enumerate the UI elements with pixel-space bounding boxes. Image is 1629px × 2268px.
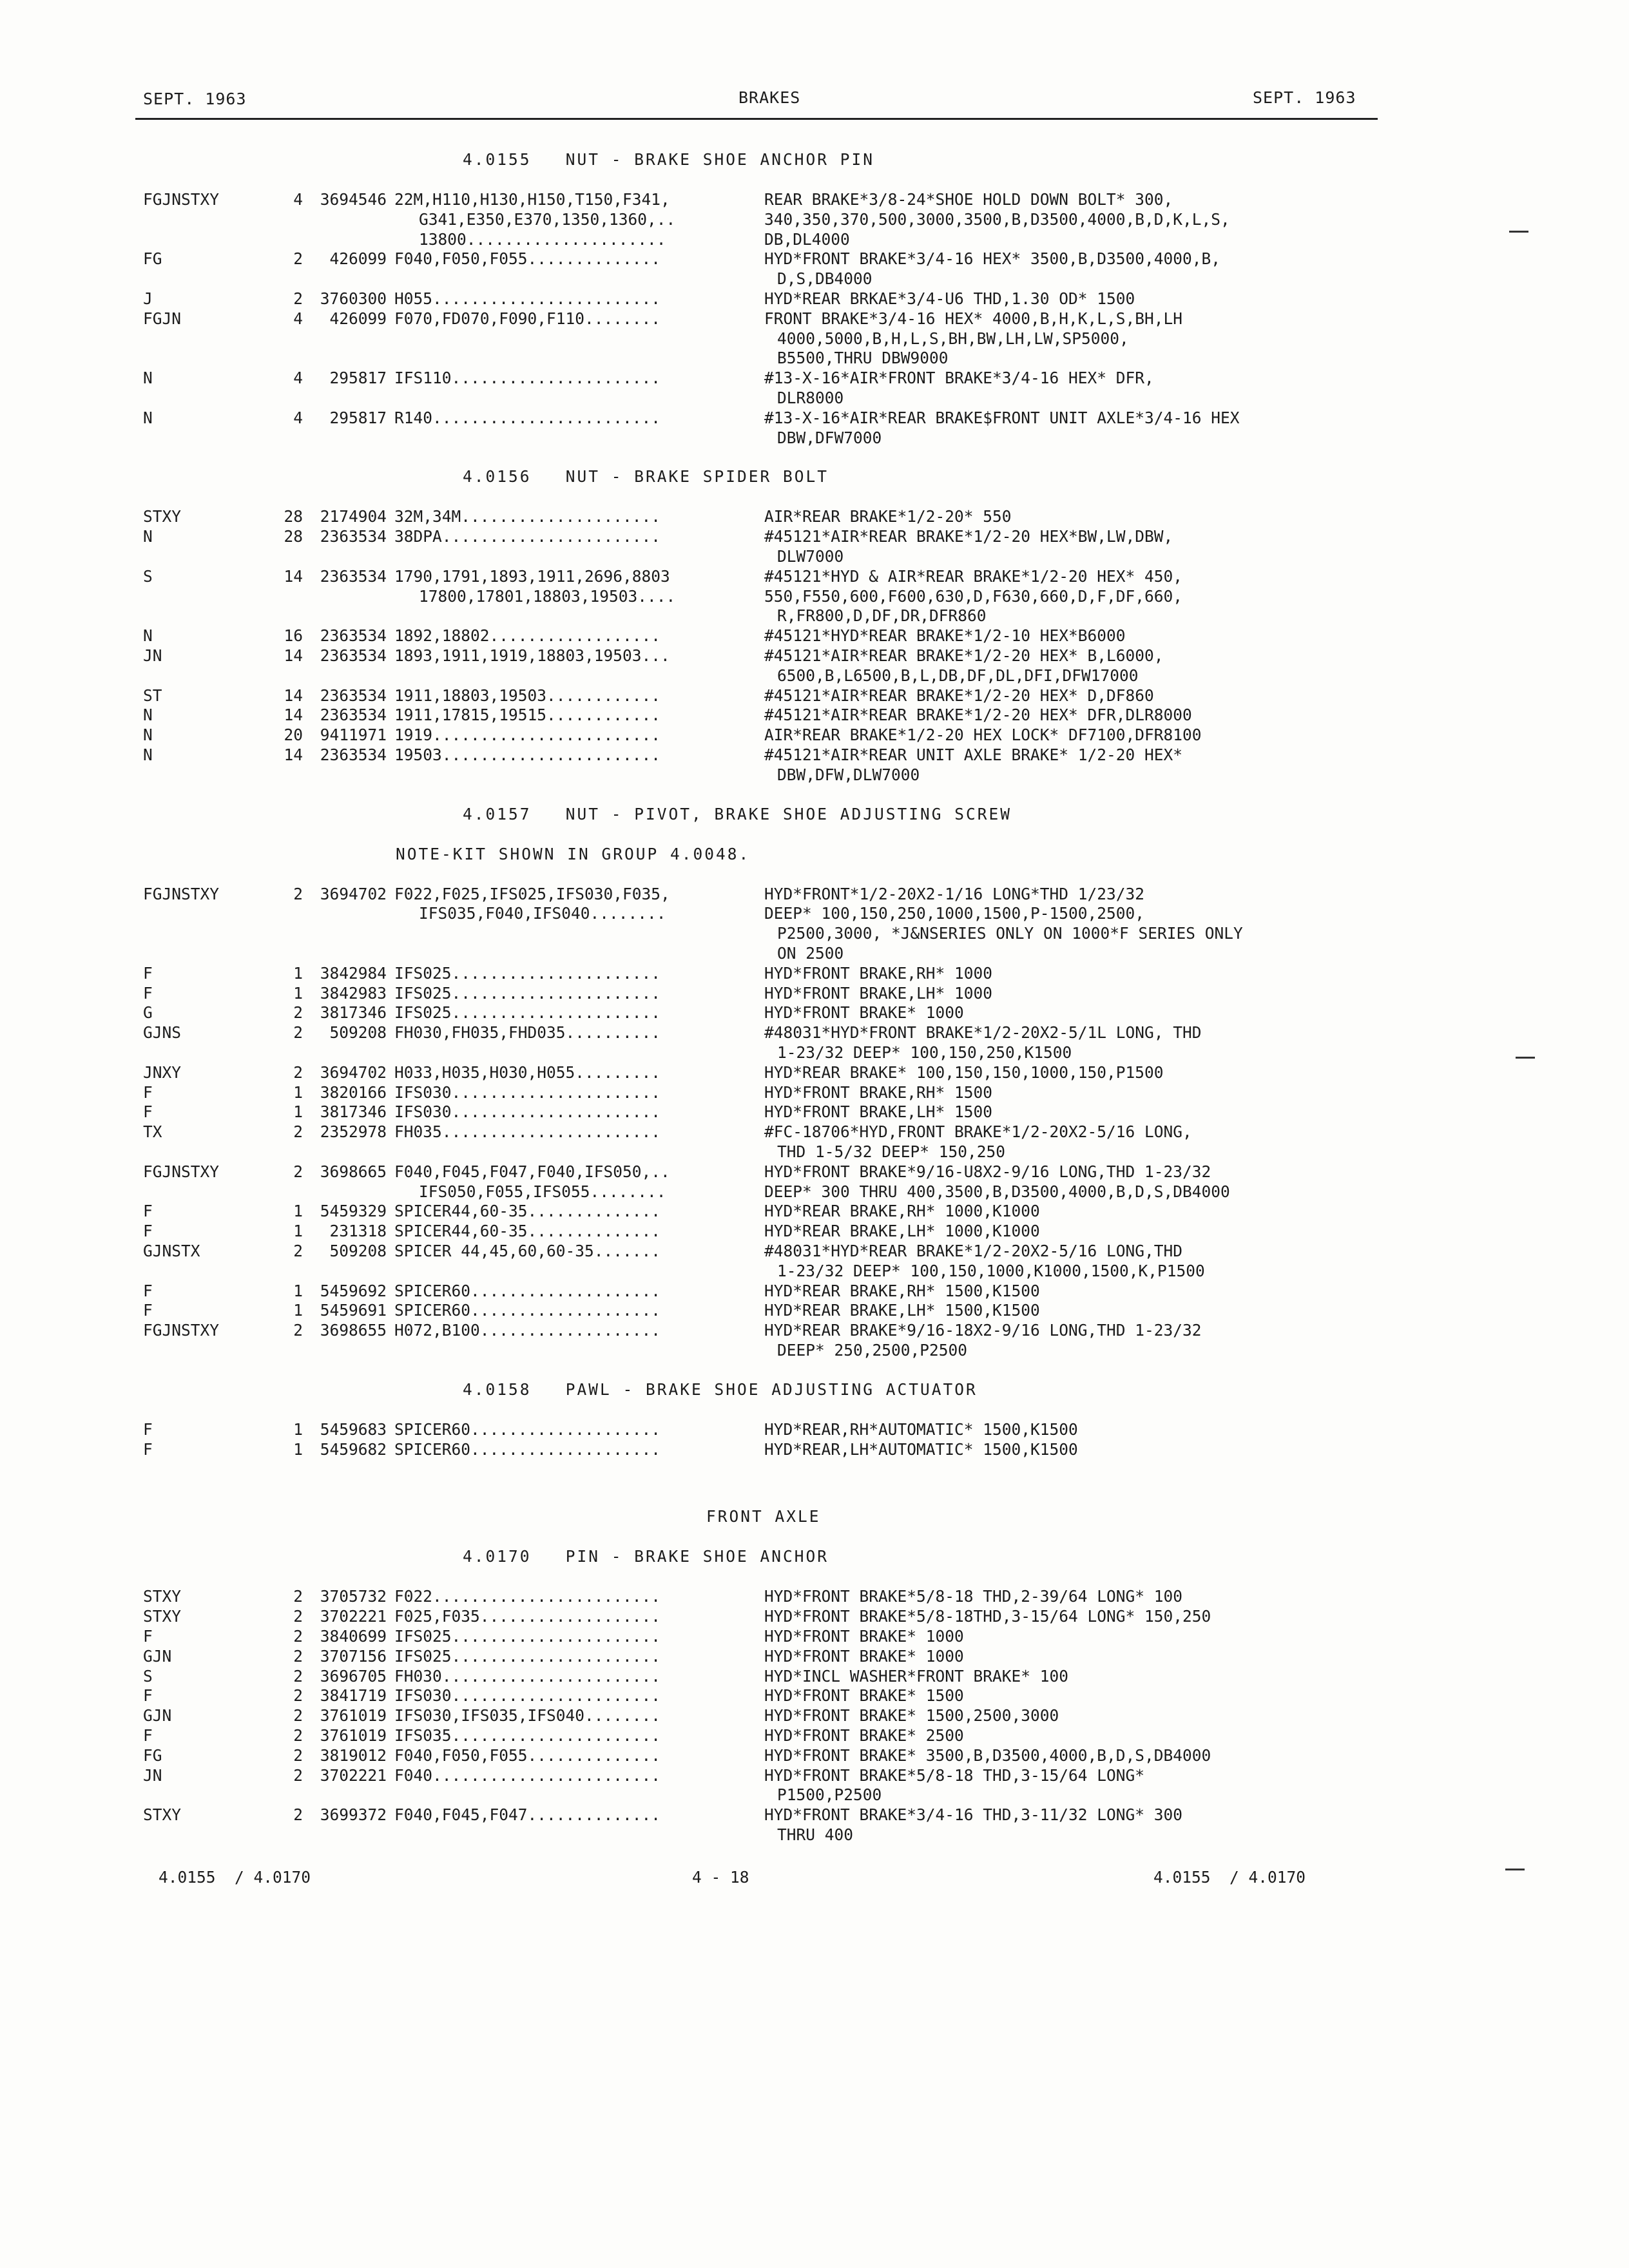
row-description: #48031*HYD*REAR BRAKE*1/2-20X2-5/16 LONG,THD	[764, 1242, 1183, 1260]
row-code: GJN	[143, 1706, 172, 1725]
row-quantity: 1	[293, 1301, 303, 1320]
row-models: IFS030......................	[394, 1102, 661, 1121]
row-quantity: 2	[293, 1627, 303, 1646]
row-models: IFS030,IFS035,IFS040........	[394, 1706, 661, 1725]
row-description: HYD*REAR BRAKE*9/16-18X2-9/16 LONG,THD 1-23/32	[764, 1321, 1202, 1340]
row-description: HYD*REAR BRAKE* 100,150,150,1000,150,P1500	[764, 1063, 1164, 1082]
row-quantity: 4	[293, 190, 303, 209]
row-models: IFS035,F040,IFS040........	[419, 904, 666, 923]
row-quantity: 1	[293, 1222, 303, 1240]
row-code: N	[143, 369, 153, 387]
section-note: NOTE-KIT SHOWN IN GROUP 4.0048.	[396, 844, 751, 863]
row-quantity: 1	[293, 1440, 303, 1459]
row-part-number: 3761019	[320, 1726, 387, 1745]
row-description: 1-23/32 DEEP* 100,150,250,K1500	[777, 1043, 1072, 1062]
row-quantity: 2	[293, 249, 303, 268]
row-models: SPICER60....................	[394, 1440, 661, 1459]
row-description: HYD*FRONT BRAKE* 1000	[764, 1003, 964, 1022]
header-right: SEPT. 1963	[1253, 88, 1356, 107]
row-models: 1919........................	[394, 726, 661, 744]
row-part-number: 295817	[329, 408, 387, 427]
row-description: THD 1-5/32 DEEP* 150,250	[777, 1142, 1006, 1161]
row-code: N	[143, 626, 153, 645]
row-part-number: 426099	[329, 309, 387, 328]
row-code: F	[143, 1102, 153, 1121]
row-part-number: 3698665	[320, 1162, 387, 1181]
section-title: 4.0155 NUT - BRAKE SHOE ANCHOR PIN	[463, 150, 875, 169]
row-quantity: 14	[284, 706, 303, 724]
row-models: IFS025......................	[394, 1627, 661, 1646]
row-code: N	[143, 706, 153, 724]
row-part-number: 3694546	[320, 190, 387, 209]
row-code: STXY	[143, 1805, 182, 1824]
row-part-number: 2363534	[320, 646, 387, 665]
row-quantity: 2	[293, 289, 303, 308]
row-description: #45121*AIR*REAR BRAKE*1/2-20 HEX* DFR,DLR8000	[764, 706, 1192, 724]
row-code: F	[143, 1222, 153, 1240]
row-part-number: 3840699	[320, 1627, 387, 1646]
row-models: 1892,18802..................	[394, 626, 661, 645]
row-quantity: 4	[293, 369, 303, 387]
row-quantity: 1	[293, 1083, 303, 1102]
row-code: F	[143, 1686, 153, 1705]
row-part-number: 5459683	[320, 1420, 387, 1439]
row-quantity: 14	[284, 745, 303, 764]
row-code: F	[143, 1301, 153, 1320]
section-title: 4.0156 NUT - BRAKE SPIDER BOLT	[463, 467, 829, 486]
row-code: FGJNSTXY	[143, 1321, 220, 1340]
row-description: R,FR800,D,DF,DR,DFR860	[777, 606, 987, 625]
row-models: F040,F045,F047,F040,IFS050,..	[394, 1162, 670, 1181]
row-models: 1790,1791,1893,1911,2696,8803	[394, 567, 670, 586]
row-description: #45121*HYD*REAR BRAKE*1/2-10 HEX*B6000	[764, 626, 1126, 645]
row-quantity: 28	[284, 527, 303, 546]
row-description: HYD*FRONT BRAKE,LH* 1500	[764, 1102, 993, 1121]
row-part-number: 3842983	[320, 984, 387, 1003]
row-quantity: 2	[293, 1321, 303, 1340]
row-part-number: 2363534	[320, 745, 387, 764]
row-models: SPICER44,60-35..............	[394, 1222, 661, 1240]
row-description: P2500,3000, *J&NSERIES ONLY ON 1000*F SERIES ONLY	[777, 924, 1243, 943]
row-models: H055........................	[394, 289, 661, 308]
group-heading: FRONT AXLE	[706, 1507, 821, 1526]
row-quantity: 2	[293, 1726, 303, 1745]
row-description: 340,350,370,500,3000,3500,B,D3500,4000,B,D,K,L,S,	[764, 210, 1230, 229]
row-models: 19503.......................	[394, 745, 661, 764]
row-description: #45121*HYD & AIR*REAR BRAKE*1/2-20 HEX* 450,	[764, 567, 1183, 586]
row-models: FH030.......................	[394, 1667, 661, 1686]
row-models: F040........................	[394, 1766, 661, 1785]
row-quantity: 1	[293, 964, 303, 983]
row-description: DLW7000	[777, 547, 844, 566]
header-rule	[135, 118, 1378, 120]
row-models: IFS025......................	[394, 984, 661, 1003]
row-quantity: 16	[284, 626, 303, 645]
row-models: IFS030......................	[394, 1686, 661, 1705]
row-models: FH030,FH035,FHD035..........	[394, 1023, 661, 1042]
row-code: G	[143, 1003, 153, 1022]
row-description: HYD*REAR BRAKE,LH* 1500,K1500	[764, 1301, 1040, 1320]
row-models: IFS110......................	[394, 369, 661, 387]
row-code: FGJNSTXY	[143, 190, 220, 209]
row-part-number: 3820166	[320, 1083, 387, 1102]
row-code: STXY	[143, 1587, 182, 1606]
row-part-number: 5459691	[320, 1301, 387, 1320]
row-description: #48031*HYD*FRONT BRAKE*1/2-20X2-5/1L LONG, THD	[764, 1023, 1202, 1042]
row-code: FG	[143, 249, 162, 268]
footer-center: 4 - 18	[692, 1868, 749, 1887]
row-models: IFS025......................	[394, 1003, 661, 1022]
section-title: 4.0157 NUT - PIVOT, BRAKE SHOE ADJUSTING SCREW	[463, 804, 1012, 823]
row-quantity: 2	[293, 1242, 303, 1260]
row-models: G341,E350,E370,1350,1360,..	[419, 210, 676, 229]
row-code: F	[143, 1083, 153, 1102]
row-part-number: 3694702	[320, 885, 387, 903]
row-code: N	[143, 527, 153, 546]
row-code: JN	[143, 646, 162, 665]
row-part-number: 231318	[329, 1222, 387, 1240]
row-code: F	[143, 984, 153, 1003]
row-description: DEEP* 250,2500,P2500	[777, 1341, 968, 1360]
footer-right: 4.0155 / 4.0170	[1153, 1868, 1306, 1887]
section-title: 4.0158 PAWL - BRAKE SHOE ADJUSTING ACTUATOR	[463, 1379, 978, 1399]
margin-mark	[1516, 1057, 1535, 1059]
row-description: 6500,B,L6500,B,L,DB,DF,DL,DFI,DFW17000	[777, 666, 1139, 685]
margin-mark	[1509, 231, 1528, 233]
row-part-number: 3817346	[320, 1102, 387, 1121]
row-description: HYD*FRONT BRAKE*5/8-18 THD,2-39/64 LONG* 100	[764, 1587, 1183, 1606]
row-quantity: 4	[293, 309, 303, 328]
row-part-number: 3841719	[320, 1686, 387, 1705]
row-models: IFS025......................	[394, 964, 661, 983]
row-description: HYD*FRONT BRAKE*3/4-16 THD,3-11/32 LONG* 300	[764, 1805, 1183, 1824]
row-models: SPICER60....................	[394, 1301, 661, 1320]
row-description: DEEP* 100,150,250,1000,1500,P-1500,2500,	[764, 904, 1145, 923]
row-code: F	[143, 1420, 153, 1439]
row-quantity: 1	[293, 984, 303, 1003]
section-title: 4.0170 PIN - BRAKE SHOE ANCHOR	[463, 1547, 829, 1566]
row-code: S	[143, 567, 153, 586]
row-quantity: 28	[284, 507, 303, 526]
row-part-number: 3819012	[320, 1746, 387, 1765]
row-code: F	[143, 964, 153, 983]
row-code: FGJN	[143, 309, 182, 328]
row-code: STXY	[143, 507, 182, 526]
row-part-number: 2363534	[320, 686, 387, 705]
row-part-number: 2352978	[320, 1122, 387, 1141]
row-description: DBW,DFW,DLW7000	[777, 765, 920, 784]
row-quantity: 2	[293, 1162, 303, 1181]
row-description: HYD*FRONT BRAKE* 3500,B,D3500,4000,B,D,S,DB4000	[764, 1746, 1211, 1765]
row-models: F040,F050,F055..............	[394, 1746, 661, 1765]
row-part-number: 3705732	[320, 1587, 387, 1606]
row-code: TX	[143, 1122, 162, 1141]
row-models: F022,F025,IFS025,IFS030,F035,	[394, 885, 670, 903]
row-quantity: 2	[293, 1766, 303, 1785]
row-models: IFS035......................	[394, 1726, 661, 1745]
row-description: HYD*FRONT BRAKE*5/8-18 THD,3-15/64 LONG*	[764, 1766, 1145, 1785]
row-code: N	[143, 408, 153, 427]
row-description: #45121*AIR*REAR BRAKE*1/2-20 HEX*BW,LW,DBW,	[764, 527, 1173, 546]
row-code: GJNSTX	[143, 1242, 200, 1260]
row-description: HYD*FRONT BRAKE* 1500,2500,3000	[764, 1706, 1059, 1725]
row-description: HYD*INCL WASHER*FRONT BRAKE* 100	[764, 1667, 1069, 1686]
row-code: F	[143, 1440, 153, 1459]
row-models: SPICER60....................	[394, 1282, 661, 1300]
row-description: HYD*FRONT BRAKE* 1500	[764, 1686, 964, 1705]
row-description: HYD*REAR BRKAE*3/4-U6 THD,1.30 OD* 1500	[764, 289, 1135, 308]
row-description: HYD*REAR,RH*AUTOMATIC* 1500,K1500	[764, 1420, 1078, 1439]
row-code: F	[143, 1282, 153, 1300]
row-quantity: 2	[293, 1003, 303, 1022]
row-part-number: 5459329	[320, 1202, 387, 1220]
row-description: #13-X-16*AIR*FRONT BRAKE*3/4-16 HEX* DFR,	[764, 369, 1154, 387]
row-part-number: 3760300	[320, 289, 387, 308]
row-description: DEEP* 300 THRU 400,3500,B,D3500,4000,B,D,S,DB4000	[764, 1182, 1230, 1201]
row-part-number: 509208	[329, 1242, 387, 1260]
row-models: F040,F045,F047..............	[394, 1805, 661, 1824]
row-description: HYD*REAR BRAKE,LH* 1000,K1000	[764, 1222, 1040, 1240]
row-quantity: 2	[293, 1746, 303, 1765]
row-quantity: 2	[293, 1063, 303, 1082]
row-description: ON 2500	[777, 944, 844, 963]
row-models: IFS050,F055,IFS055........	[419, 1182, 666, 1201]
row-quantity: 14	[284, 567, 303, 586]
row-models: SPICER60....................	[394, 1420, 661, 1439]
row-part-number: 2363534	[320, 567, 387, 586]
row-description: HYD*FRONT BRAKE*5/8-18THD,3-15/64 LONG* 150,250	[764, 1607, 1211, 1626]
row-description: HYD*REAR,LH*AUTOMATIC* 1500,K1500	[764, 1440, 1078, 1459]
row-quantity: 2	[293, 1706, 303, 1725]
row-part-number: 5459682	[320, 1440, 387, 1459]
row-code: N	[143, 745, 153, 764]
row-description: FRONT BRAKE*3/4-16 HEX* 4000,B,H,K,L,S,BH,LH	[764, 309, 1183, 328]
row-description: HYD*FRONT BRAKE*3/4-16 HEX* 3500,B,D3500,4000,B,	[764, 249, 1221, 268]
row-part-number: 3696705	[320, 1667, 387, 1686]
row-models: R140........................	[394, 408, 661, 427]
row-part-number: 509208	[329, 1023, 387, 1042]
row-models: 38DPA.......................	[394, 527, 661, 546]
row-models: F070,FD070,F090,F110........	[394, 309, 661, 328]
row-quantity: 2	[293, 1647, 303, 1666]
row-models: H072,B100...................	[394, 1321, 661, 1340]
row-description: HYD*FRONT BRAKE*9/16-U8X2-9/16 LONG,THD 1-23/32	[764, 1162, 1211, 1181]
footer-left: 4.0155 / 4.0170	[159, 1868, 311, 1887]
row-description: 4000,5000,B,H,L,S,BH,BW,LH,LW,SP5000,	[777, 329, 1129, 348]
row-description: THRU 400	[777, 1825, 854, 1844]
row-models: FH035.......................	[394, 1122, 661, 1141]
row-description: 550,F550,600,F600,630,D,F630,660,D,F,DF,660,	[764, 587, 1183, 606]
row-part-number: 426099	[329, 249, 387, 268]
row-description: HYD*FRONT BRAKE,RH* 1500	[764, 1083, 993, 1102]
row-code: JN	[143, 1766, 162, 1785]
row-models: 22M,H110,H130,H150,T150,F341,	[394, 190, 670, 209]
row-code: FGJNSTXY	[143, 885, 220, 903]
row-models: 1911,18803,19503............	[394, 686, 661, 705]
row-quantity: 20	[284, 726, 303, 744]
row-quantity: 2	[293, 1023, 303, 1042]
row-description: P1500,P2500	[777, 1785, 882, 1804]
row-description: REAR BRAKE*3/8-24*SHOE HOLD DOWN BOLT* 300,	[764, 190, 1173, 209]
row-description: HYD*FRONT BRAKE,LH* 1000	[764, 984, 993, 1003]
row-description: #45121*AIR*REAR BRAKE*1/2-20 HEX* D,DF860	[764, 686, 1154, 705]
row-part-number: 5459692	[320, 1282, 387, 1300]
row-quantity: 4	[293, 408, 303, 427]
row-part-number: 3817346	[320, 1003, 387, 1022]
row-description: HYD*FRONT BRAKE,RH* 1000	[764, 964, 993, 983]
row-quantity: 2	[293, 1587, 303, 1606]
row-part-number: 2363534	[320, 706, 387, 724]
row-quantity: 1	[293, 1202, 303, 1220]
row-quantity: 2	[293, 1122, 303, 1141]
row-quantity: 2	[293, 1667, 303, 1686]
row-description: AIR*REAR BRAKE*1/2-20* 550	[764, 507, 1012, 526]
row-models: H033,H035,H030,H055.........	[394, 1063, 661, 1082]
row-part-number: 3842984	[320, 964, 387, 983]
row-models: SPICER44,60-35..............	[394, 1202, 661, 1220]
row-models: F025,F035...................	[394, 1607, 661, 1626]
row-quantity: 2	[293, 1805, 303, 1824]
margin-mark	[1505, 1869, 1525, 1870]
row-description: HYD*REAR BRAKE,RH* 1500,K1500	[764, 1282, 1040, 1300]
row-description: HYD*FRONT BRAKE* 1000	[764, 1647, 964, 1666]
row-description: DBW,DFW7000	[777, 428, 882, 447]
row-description: #FC-18706*HYD,FRONT BRAKE*1/2-20X2-5/16 LONG,	[764, 1122, 1192, 1141]
row-code: N	[143, 726, 153, 744]
row-models: 1911,17815,19515............	[394, 706, 661, 724]
row-part-number: 2174904	[320, 507, 387, 526]
row-code: STXY	[143, 1607, 182, 1626]
row-code: JNXY	[143, 1063, 182, 1082]
row-description: HYD*FRONT BRAKE* 1000	[764, 1627, 964, 1646]
row-models: F040,F050,F055..............	[394, 249, 661, 268]
row-quantity: 1	[293, 1102, 303, 1121]
row-quantity: 1	[293, 1420, 303, 1439]
row-description: B5500,THRU DBW9000	[777, 349, 949, 367]
row-description: AIR*REAR BRAKE*1/2-20 HEX LOCK* DF7100,DFR8100	[764, 726, 1202, 744]
row-description: #13-X-16*AIR*REAR BRAKE$FRONT UNIT AXLE*3/4-16 HEX	[764, 408, 1240, 427]
row-quantity: 14	[284, 686, 303, 705]
row-models: IFS030......................	[394, 1083, 661, 1102]
row-code: F	[143, 1726, 153, 1745]
header-center: BRAKES	[738, 88, 801, 107]
row-code: F	[143, 1627, 153, 1646]
row-code: F	[143, 1202, 153, 1220]
row-models: 17800,17801,18803,19503....	[419, 587, 676, 606]
row-part-number: 3699372	[320, 1805, 387, 1824]
row-models: 32M,34M.....................	[394, 507, 661, 526]
row-description: HYD*REAR BRAKE,RH* 1000,K1000	[764, 1202, 1040, 1220]
row-code: J	[143, 289, 153, 308]
row-part-number: 3694702	[320, 1063, 387, 1082]
row-description: 1-23/32 DEEP* 100,150,1000,K1000,1500,K,P1500	[777, 1262, 1205, 1280]
row-description: #45121*AIR*REAR BRAKE*1/2-20 HEX* B,L6000,	[764, 646, 1164, 665]
row-description: #45121*AIR*REAR UNIT AXLE BRAKE* 1/2-20 HEX*	[764, 745, 1183, 764]
row-part-number: 3761019	[320, 1706, 387, 1725]
row-models: F022........................	[394, 1587, 661, 1606]
row-code: FGJNSTXY	[143, 1162, 220, 1181]
row-quantity: 2	[293, 1607, 303, 1626]
row-part-number: 3707156	[320, 1647, 387, 1666]
row-code: ST	[143, 686, 162, 705]
row-models: IFS025......................	[394, 1647, 661, 1666]
row-part-number: 3702221	[320, 1766, 387, 1785]
row-description: DB,DL4000	[764, 230, 850, 249]
row-quantity: 2	[293, 1686, 303, 1705]
row-code: FG	[143, 1746, 162, 1765]
row-code: GJN	[143, 1647, 172, 1666]
row-description: HYD*FRONT*1/2-20X2-1/16 LONG*THD 1/23/32	[764, 885, 1145, 903]
row-part-number: 3698655	[320, 1321, 387, 1340]
row-quantity: 1	[293, 1282, 303, 1300]
row-part-number: 2363534	[320, 527, 387, 546]
row-quantity: 2	[293, 885, 303, 903]
row-code: GJNS	[143, 1023, 182, 1042]
row-description: DLR8000	[777, 389, 844, 407]
row-code: S	[143, 1667, 153, 1686]
row-models: 1893,1911,1919,18803,19503...	[394, 646, 670, 665]
row-quantity: 14	[284, 646, 303, 665]
row-description: HYD*FRONT BRAKE* 2500	[764, 1726, 964, 1745]
row-models: SPICER 44,45,60,60-35.......	[394, 1242, 661, 1260]
row-part-number: 9411971	[320, 726, 387, 744]
row-part-number: 295817	[329, 369, 387, 387]
row-models: 13800.....................	[419, 230, 666, 249]
header-left: SEPT. 1963	[143, 90, 247, 108]
row-part-number: 2363534	[320, 626, 387, 645]
row-description: D,S,DB4000	[777, 269, 872, 288]
row-part-number: 3702221	[320, 1607, 387, 1626]
